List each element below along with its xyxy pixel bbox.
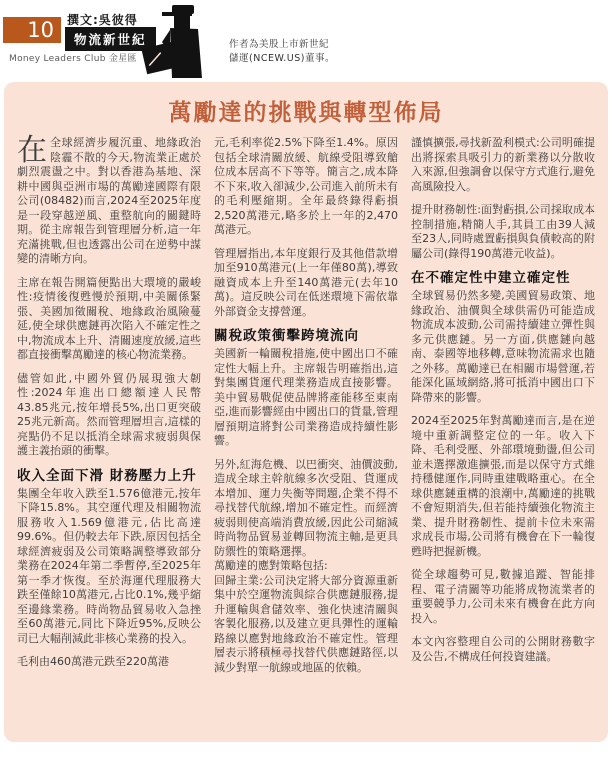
- article-paragraph: 元,毛利率從2.5%下降至1.4%。原因包括全球清關放緩、航線受阻導致艙位成本居高不下等等。簡言之,成本降不下來,收入卻減少,公司進入前所未有的毛利壓縮期。全年最終錄得虧損2,520萬港元,略多於上一年的2,470萬港元。: [214, 136, 398, 236]
- article-paragraph: 從全球趨勢可見,數據追蹤、智能排程、電子清關等功能將成物流業者的重要競爭力,公司未來有機會在此方向投入。: [411, 568, 595, 625]
- section-heading-tariff-policy: 關稅政策衝擊跨境流向: [214, 328, 359, 344]
- article-column-3: [411, 136, 595, 675]
- article-panel: [4, 82, 608, 742]
- section-heading-revenue-decline: 收入全面下滑 財務壓力上升: [17, 467, 197, 484]
- author-note-line1: 作者為美股上市新世紀: [229, 39, 330, 50]
- issue-number: 10: [27, 17, 54, 42]
- dropcap-character: 在: [17, 133, 47, 168]
- article-paragraph: 管理層指出,本年度銀行及其他借款增加至910萬港元(上一年僅80萬),導致融資成本上升至140萬港元(去年10萬)。這反映公司在低迷環境下需依靠外部資金支撐營運。: [214, 246, 398, 318]
- issue-number-box: [3, 17, 61, 43]
- column-name-badge: 物流新世紀: [65, 27, 156, 51]
- author-note: [229, 38, 335, 66]
- article-paragraph: 集團全年收入跌至1.576億港元,按年下降15.8%。其空運代理及相關物流服務收入1.569億港元,佔比高達99.6%。但仍較去年下跌,原因包括全球經濟疲弱及公司策略調整導致部分業務在2024年第二季暫停,至2025年第一季才恢復。至於海運代理服務大跌至僅餘10萬港元,占比0.1%,幾乎縮至邊緣業務。時尚物品貿易收入急挫至60萬港元,同比下降近95%,反映公司已大幅削減此非核心業務的投入。: [17, 486, 201, 645]
- article-paragraph: [17, 133, 201, 267]
- article-paragraph: 主席在報告開篇便點出大環境的嚴峻性:疫情後復甦慢於預期,中美關係緊張、美國加徵關稅、地緣政治風險蔓延,使全球供應鏈再次陷入不確定性之中,物流成本上升、清關速度放緩,這些都直接衝擊萬勵達的核心物流業務。: [17, 275, 201, 361]
- article-column-1: [17, 133, 201, 675]
- page-header: [0, 0, 612, 82]
- byline: 撰文:吳彼得: [67, 13, 138, 27]
- article-paragraph: 回歸主業:公司決定將大部分資源重新集中於空運物流與綜合供應鏈服務,提升運輸與倉儲效率、強化快速清關與客製化服務,以及建立更具彈性的運輸路線以應對地緣政治不確定性。管理層表示將積極尋找替代供應鏈路徑,以減少對單一航線或地區的依賴。: [214, 573, 398, 674]
- section-heading-certainty: 在不確定性中建立確定性: [411, 270, 571, 286]
- article-columns: [17, 133, 595, 675]
- article-paragraph: 毛利由460萬港元跌至220萬港: [17, 655, 169, 668]
- article-paragraph: 提升財務韌性:面對虧損,公司採取成本控制措施,精簡人手,其員工由39人減至23人,同時處置虧損與負債較高的附屬公司(錄得190萬港元收益)。: [411, 203, 595, 260]
- club-subtitle: Money Leaders Club 金星匯: [9, 54, 137, 64]
- article-paragraph: 另外,紅海危機、以巴衝突、油價波動,造成全球主幹航線多次受阻、貨運成本增加、運力失衡等問題,企業不得不尋找替代航線,增加不確定性。而經濟疲弱則使高端消費放緩,因此公司縮減時尚物品貿易並轉回物流主軸,是更具防禦性的策略選擇。: [214, 457, 398, 558]
- article-paragraph: 全球貿易仍然多變,美國貿易政策、地緣政治、油價與全球供需仍可能造成物流成本波動,公司需持續建立彈性與多元供應鏈。另一方面,供應鏈向越南、泰國等地移轉,意味物流需求也隨之外移。萬勵達已在相關市場營運,若能深化區域網絡,將可抵消中國出口下降帶來的影響。: [411, 289, 595, 404]
- article-paragraph: 謹慎擴張,尋找新盈利模式:公司明確提出將探索具吸引力的新業務以分散收入來源,但強調會以保守方式進行,避免高風險投入。: [411, 136, 595, 193]
- article-paragraph: 美國新一輪關稅措施,使中國出口不確定性大幅上升。主席報告明確指出,這對集團貨運代理業務造成直接影響。美中貿易戰促使品牌將產能移至東南亞,進而影響經由中國出口的貨量,管理層預期這將對公司業務造成持續性影響。: [214, 347, 398, 447]
- article-disclaimer: 本文內容整理自公司的公開財務數字及公告,不構成任何投資建議。: [411, 635, 595, 663]
- article-strategy-lead-line: 萬勵達的應對策略包括:: [214, 559, 328, 572]
- article-title: 萬勵達的挑戰與轉型佈局: [168, 100, 444, 126]
- author-note-line2: 儲運(NCEW.US)董事。: [229, 53, 335, 64]
- article-column-2: [214, 136, 398, 675]
- article-paragraph: 2024至2025年對萬勵達而言,是在逆境中重新調整定位的一年。收入下降、毛利受壓、外部環境動盪,但公司並未選擇激進擴張,而是以保守方式維持穩健運作,同時重建戰略重心。在全球供應鏈重構的浪潮中,萬勵達的挑戰不會短期消失,但若能持續強化物流主業、提升財務韌性、提前卡位未來需求成長市場,公司將有機會在下一輪復甦時把握新機。: [411, 414, 595, 558]
- article-paragraph: 儘管如此,中國外貿仍展現強大韌性:2024年進出口總額達人民幣43.85兆元,按年增長5%,出口更突破25兆元新高。然而管理層坦言,這樣的亮點仍不足以抵消全球需求疲弱與保護主義抬頭的衝擊。: [17, 371, 201, 457]
- paragraph-text: 全球經濟步履沉重、地緣政治陰霾不散的今天,物流業正處於劇烈震盪之中。對以香港為基地、深耕中國與亞洲市場的萬勵達國際有限公司(08482)而言,2024至2025年度是一段穿越逆風、重整航向的關鍵時期。從主席報告到管理層分析,這一年充滿挑戰,但也透露出公司在逆勢中謀變的清晰方向。: [17, 136, 201, 265]
- courier-silhouette-icon: [132, 2, 220, 80]
